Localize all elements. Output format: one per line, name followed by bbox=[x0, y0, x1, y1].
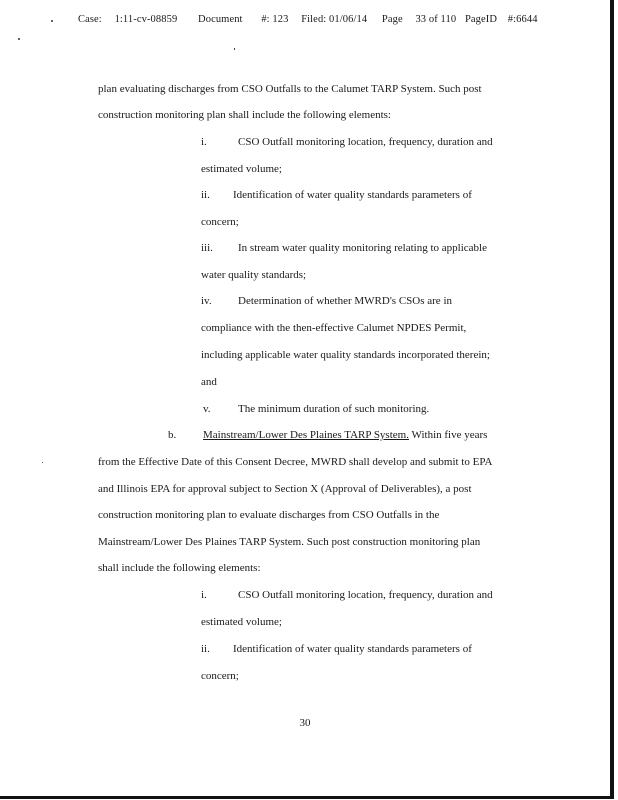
scan-speck bbox=[51, 20, 53, 22]
scan-speck bbox=[42, 462, 43, 463]
list-item-line: Identification of water quality standards parameters of bbox=[233, 189, 472, 201]
paragraph-line: and Illinois EPA for approval subject to Section X (Approval of Deliverables), a post bbox=[98, 483, 472, 495]
paragraph-line: plan evaluating discharges from CSO Outfalls to the Calumet TARP System. Such post bbox=[98, 83, 482, 95]
header-document-number: #: 123 bbox=[261, 14, 289, 25]
list-item-line: Determination of whether MWRD's CSOs are in bbox=[238, 295, 452, 307]
list-item-line: concern; bbox=[201, 216, 239, 228]
list-item-line: The minimum duration of such monitoring. bbox=[238, 403, 430, 415]
list-marker: iii. bbox=[201, 242, 213, 254]
header-page-count: 33 of 110 bbox=[415, 14, 457, 25]
header-page-label: Page bbox=[381, 14, 403, 25]
scan-speck bbox=[234, 48, 235, 50]
list-item-line: estimated volume; bbox=[201, 616, 282, 628]
list-item-line: estimated volume; bbox=[201, 163, 282, 175]
header-case-number: 1:11-cv-08859 bbox=[114, 14, 178, 25]
paragraph-line: construction monitoring plan to evaluate discharges from CSO Outfalls in the bbox=[98, 509, 440, 521]
paragraph-line: from the Effective Date of this Consent Decree, MWRD shall develop and submit to EPA bbox=[98, 456, 493, 468]
list-item-line: including applicable water quality standards incorporated therein; bbox=[201, 349, 490, 361]
list-item-line: water quality standards; bbox=[201, 269, 307, 281]
list-item-line: concern; bbox=[201, 670, 239, 682]
list-marker: iv. bbox=[201, 295, 212, 307]
header-pageid-number: #:6644 bbox=[507, 14, 538, 25]
list-item-line: and bbox=[201, 376, 217, 388]
list-marker: v. bbox=[203, 403, 211, 415]
list-item-line: CSO Outfall monitoring location, frequency, duration and bbox=[238, 136, 493, 148]
header-document-label: Document bbox=[198, 14, 243, 25]
scan-speck bbox=[18, 38, 20, 40]
list-item-line: Identification of water quality standards parameters of bbox=[233, 643, 472, 655]
case-header bbox=[78, 14, 548, 25]
list-marker: ii. bbox=[201, 189, 210, 201]
header-pageid-label: PageID bbox=[464, 14, 498, 25]
list-marker: i. bbox=[201, 589, 207, 601]
paragraph-line: construction monitoring plan shall include the following elements: bbox=[98, 109, 391, 121]
list-item-line: CSO Outfall monitoring location, frequency, duration and bbox=[238, 589, 493, 601]
header-filed-date: Filed: 01/06/14 bbox=[301, 14, 368, 25]
page-number: 30 bbox=[299, 717, 311, 729]
section-title: Mainstream/Lower Des Plaines TARP System. bbox=[203, 429, 409, 441]
header-case-label: Case: bbox=[78, 14, 102, 25]
section-heading-line bbox=[203, 428, 487, 442]
paragraph-line: Mainstream/Lower Des Plaines TARP System. Such post construction monitoring plan bbox=[98, 536, 481, 548]
section-marker: b. bbox=[168, 429, 177, 441]
list-item-line: In stream water quality monitoring relating to applicable bbox=[238, 242, 487, 254]
list-marker: i. bbox=[201, 136, 207, 148]
paragraph-line: shall include the following elements: bbox=[98, 562, 261, 574]
section-intro: Within five years bbox=[408, 429, 488, 441]
list-item-line: compliance with the then-effective Calumet NPDES Permit, bbox=[201, 322, 467, 334]
list-marker: ii. bbox=[201, 643, 210, 655]
